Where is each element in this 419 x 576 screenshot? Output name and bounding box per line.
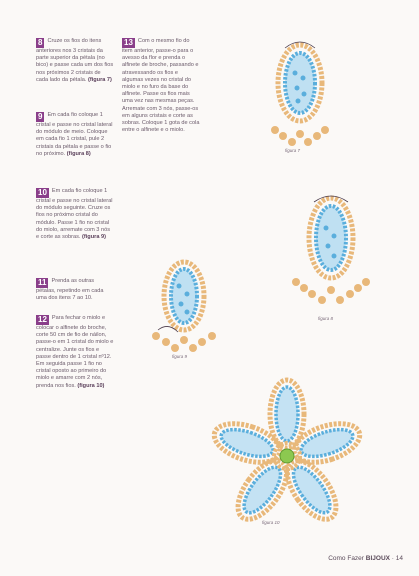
step-text: Para fechar o miolo e colocar o alfinete do broche, corte 50 cm de fio de náilon, passe-o em 1 cristal do miolo e centralize. Junte os fios e passe dentro de 1 cristal nº12. Em seguida passe 1 fio no cristal oposto ao primeiro do miolo e amarre com 2 nós, prenda nos fios. [36, 315, 114, 389]
step-number: 11 [38, 278, 47, 287]
footer-brand: BIJOUX [365, 555, 390, 562]
petal-base-beads [271, 126, 329, 146]
figure-9-caption: figura 9 [172, 354, 188, 359]
figure-reference: (figura 10) [77, 382, 105, 389]
step-number: 13 [124, 38, 133, 47]
figure-reference: (figura 8) [66, 150, 91, 157]
figure-10-illustration [196, 372, 378, 534]
step-13 [122, 38, 200, 134]
figure-reference: (figura 9) [82, 234, 106, 241]
figure-10-caption: figura 10 [262, 520, 280, 525]
step-10 [36, 188, 114, 241]
figure-9-illustration [148, 256, 220, 352]
flower-petal [229, 452, 296, 527]
figure-8-illustration [296, 190, 366, 310]
step-text: Em cada fio coloque 1 cristal e passe no cristal lateral do módulo de meio. Coloque em cada fio 1 cristal, pule 2 cristais da pétala e passe o fio no próximo. [36, 112, 113, 157]
footer-prefix: Como Fazer [328, 555, 366, 562]
step-text: Cruze os fios do itens anteriores nos 3 cristais da parte superior da pétala (no bico) e passe cada um dos fios nos próximos 2 cristais de cada lado da pétala. [36, 38, 114, 83]
step-number: 12 [38, 315, 47, 324]
page-footer [328, 555, 403, 562]
step-text: Em cada fio coloque 1 cristal e passe no cristal lateral do módulo seguinte. Cruze os fios no próximo cristal do módulo. Passe 1 fio no cristal do miolo, arremate com 3 nós e corte as sobras. [36, 188, 113, 241]
step-text: Com o mesmo fio do item anterior, passe-o para o avesso da flor e prenda o alfinete de broche, passando e atravessando os fios e algumas vezes no cristal do miolo e no furo da base do alfinete. Passe os fios mais uma vez nas mesmas peças. Arremate com 3 nós, passe-os em alguns cristais e corte as sobras. Coloque 1 gota de cola entre o alfinete e o miolo. [122, 38, 200, 134]
step-9 [36, 112, 114, 158]
step-11 [36, 278, 114, 302]
step-text: Prenda as outras pétalas, repetindo em cada uma dos itens 7 ao 10. [36, 278, 104, 302]
step-number: 10 [38, 188, 47, 197]
step-number: 9 [38, 112, 43, 121]
figure-7-caption: figura 7 [285, 148, 301, 153]
step-number: 8 [38, 38, 43, 47]
flower-petal [278, 452, 345, 527]
figure-7-illustration [265, 38, 335, 153]
page-number: · 14 [389, 555, 403, 562]
figure-reference: (figura 7) [87, 76, 112, 83]
flower-petal [209, 416, 284, 469]
petal-inner-beads [285, 53, 315, 113]
step-8 [36, 38, 114, 84]
step-12 [36, 315, 114, 390]
figure-8-caption: figura 8 [318, 316, 334, 321]
